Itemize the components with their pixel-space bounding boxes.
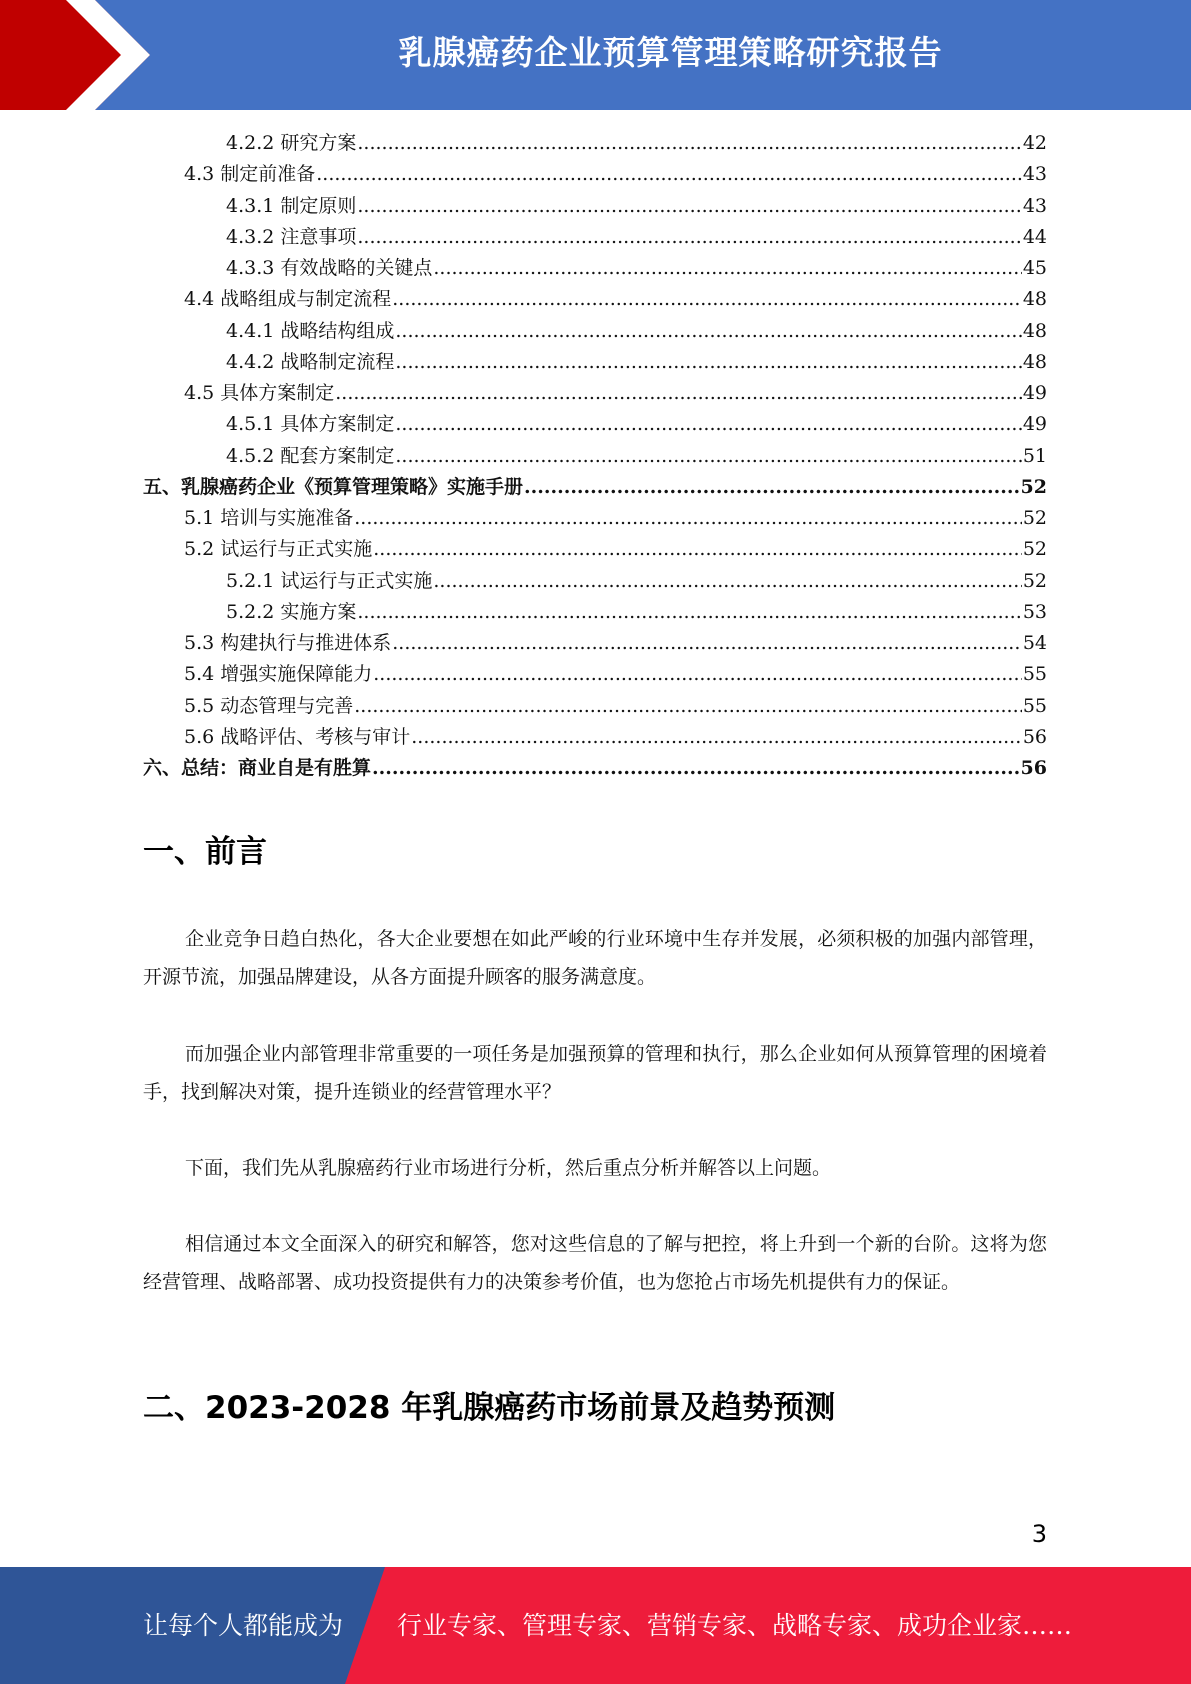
toc-entry-page: 49 (1022, 413, 1047, 436)
footer-slogan-right: 行业专家、管理专家、营销专家、战略专家、成功企业家…… (397, 1611, 1073, 1640)
toc-entry-title: 六、总结：商业自是有胜算 (143, 757, 372, 779)
toc-entry-page: 43 (1022, 163, 1047, 186)
toc-entry-page: 55 (1022, 663, 1047, 686)
toc-dot-leader (395, 316, 1021, 347)
toc-dot-leader (373, 534, 1022, 565)
toc-entry[interactable] (143, 159, 1047, 190)
page-footer (0, 1567, 1191, 1684)
toc-dot-leader (372, 753, 1020, 784)
toc-entry[interactable] (143, 284, 1047, 315)
toc-dot-leader (395, 347, 1021, 378)
toc-entry[interactable] (143, 253, 1047, 284)
toc-entry-title: 5.1 培训与实施准备 (184, 507, 354, 529)
toc-entry[interactable] (143, 566, 1047, 597)
section-heading-market-forecast: 二、2023-2028 年乳腺癌药市场前景及趋势预测 (143, 1390, 836, 1426)
toc-entry-page: 44 (1022, 225, 1047, 248)
toc-entry-title: 5.2.2 实施方案 (226, 600, 357, 623)
section-heading-preface: 一、前言 (143, 834, 267, 870)
toc-entry-page: 54 (1022, 632, 1047, 654)
toc-entry-page: 52 (1022, 569, 1047, 592)
toc-entry[interactable] (143, 597, 1047, 628)
toc-entry-page: 48 (1022, 288, 1047, 311)
toc-entry-title: 4.3.3 有效战略的关键点 (226, 257, 433, 279)
toc-entry-page: 42 (1022, 132, 1047, 154)
toc-entry-title: 5.6 战略评估、考核与审计 (184, 725, 411, 748)
toc-entry-title: 4.5 具体方案制定 (184, 382, 335, 404)
toc-entry[interactable] (143, 472, 1047, 503)
toc-entry[interactable] (143, 753, 1047, 784)
toc-entry[interactable] (143, 347, 1047, 378)
toc-dot-leader (433, 253, 1021, 284)
toc-dot-leader (357, 222, 1021, 253)
toc-entry[interactable] (143, 222, 1047, 253)
toc-entry-page: 52 (1020, 475, 1047, 498)
toc-entry-page: 52 (1022, 538, 1047, 561)
page-header (0, 0, 1191, 110)
toc-dot-leader (395, 409, 1021, 440)
toc-entry-title: 五、乳腺癌药企业《预算管理策略》实施手册 (143, 475, 524, 498)
toc-entry-page: 48 (1022, 319, 1047, 342)
toc-entry-page: 45 (1022, 257, 1047, 279)
toc-dot-leader (392, 628, 1022, 659)
report-title: 乳腺癌药企业预算管理策略研究报告 (398, 33, 943, 72)
preface-paragraph-4: 相信通过本文全面深入的研究和解答，您对这些信息的了解与把控，将上升到一个新的台阶。这将为您经营管理、战略部署、成功投资提供有力的决策参考价值，也为您抢占市场先机提供有力的保证。 (143, 1233, 1047, 1293)
page-number: 3 (1031, 1520, 1047, 1548)
toc-dot-leader (357, 128, 1021, 159)
toc-dot-leader (411, 722, 1022, 753)
toc-entry-page: 52 (1022, 507, 1047, 529)
toc-dot-leader (316, 159, 1022, 190)
toc-dot-leader (395, 441, 1021, 472)
toc-entry[interactable] (143, 128, 1047, 159)
table-of-contents (143, 128, 1047, 784)
toc-dot-leader (433, 566, 1021, 597)
toc-entry-title: 5.3 构建执行与推进体系 (184, 632, 392, 654)
toc-dot-leader (357, 191, 1021, 222)
preface-paragraph-3: 下面，我们先从乳腺癌药行业市场进行分析，然后重点分析并解答以上问题。 (185, 1157, 832, 1179)
toc-dot-leader (392, 284, 1022, 315)
toc-entry-title: 4.4.1 战略结构组成 (226, 319, 395, 342)
toc-entry[interactable] (143, 628, 1047, 659)
toc-entry-title: 4.3.2 注意事项 (226, 225, 357, 248)
toc-entry-title: 5.5 动态管理与完善 (184, 694, 354, 717)
toc-entry[interactable] (143, 409, 1047, 440)
toc-entry[interactable] (143, 691, 1047, 722)
footer-slogan-left: 让每个人都能成为 (143, 1611, 344, 1640)
toc-entry[interactable] (143, 191, 1047, 222)
toc-dot-leader (335, 378, 1022, 409)
toc-dot-leader (373, 659, 1022, 690)
toc-entry-page: 56 (1020, 757, 1047, 779)
toc-entry-title: 4.4 战略组成与制定流程 (184, 288, 392, 311)
toc-entry-title: 5.2 试运行与正式实施 (184, 538, 373, 561)
toc-entry-page: 53 (1022, 600, 1047, 623)
toc-entry-page: 55 (1022, 694, 1047, 717)
preface-paragraph-2: 而加强企业内部管理非常重要的一项任务是加强预算的管理和执行，那么企业如何从预算管理的困境着手，找到解决对策，提升连锁业的经营管理水平？ (143, 1043, 1047, 1103)
toc-entry[interactable] (143, 659, 1047, 690)
toc-dot-leader (357, 597, 1021, 628)
toc-entry[interactable] (143, 378, 1047, 409)
toc-dot-leader (354, 691, 1022, 722)
toc-entry-page: 43 (1022, 194, 1047, 217)
toc-entry-title: 5.2.1 试运行与正式实施 (226, 569, 433, 592)
toc-entry-page: 56 (1022, 725, 1047, 748)
toc-entry[interactable] (143, 316, 1047, 347)
toc-entry-title: 4.3.1 制定原则 (226, 194, 357, 217)
toc-dot-leader (524, 472, 1020, 503)
toc-entry-page: 49 (1022, 382, 1047, 404)
toc-entry-title: 4.5.1 具体方案制定 (226, 413, 395, 436)
toc-entry-title: 4.3 制定前准备 (184, 163, 316, 186)
toc-entry-title: 4.4.2 战略制定流程 (226, 350, 395, 373)
toc-dot-leader (354, 503, 1022, 534)
header-red-chevron (0, 0, 160, 110)
toc-entry-page: 48 (1022, 350, 1047, 373)
toc-entry[interactable] (143, 503, 1047, 534)
toc-entry-title: 4.5.2 配套方案制定 (226, 444, 395, 467)
toc-entry[interactable] (143, 534, 1047, 565)
toc-entry[interactable] (143, 441, 1047, 472)
toc-entry-title: 5.4 增强实施保障能力 (184, 663, 373, 686)
toc-entry-page: 51 (1022, 444, 1047, 467)
preface-paragraph-1: 企业竞争日趋白热化，各大企业要想在如此严峻的行业环境中生存并发展，必须积极的加强内部管理，开源节流，加强品牌建设，从各方面提升顾客的服务满意度。 (143, 928, 1047, 988)
toc-entry[interactable] (143, 722, 1047, 753)
toc-entry-title: 4.2.2 研究方案 (226, 132, 357, 154)
